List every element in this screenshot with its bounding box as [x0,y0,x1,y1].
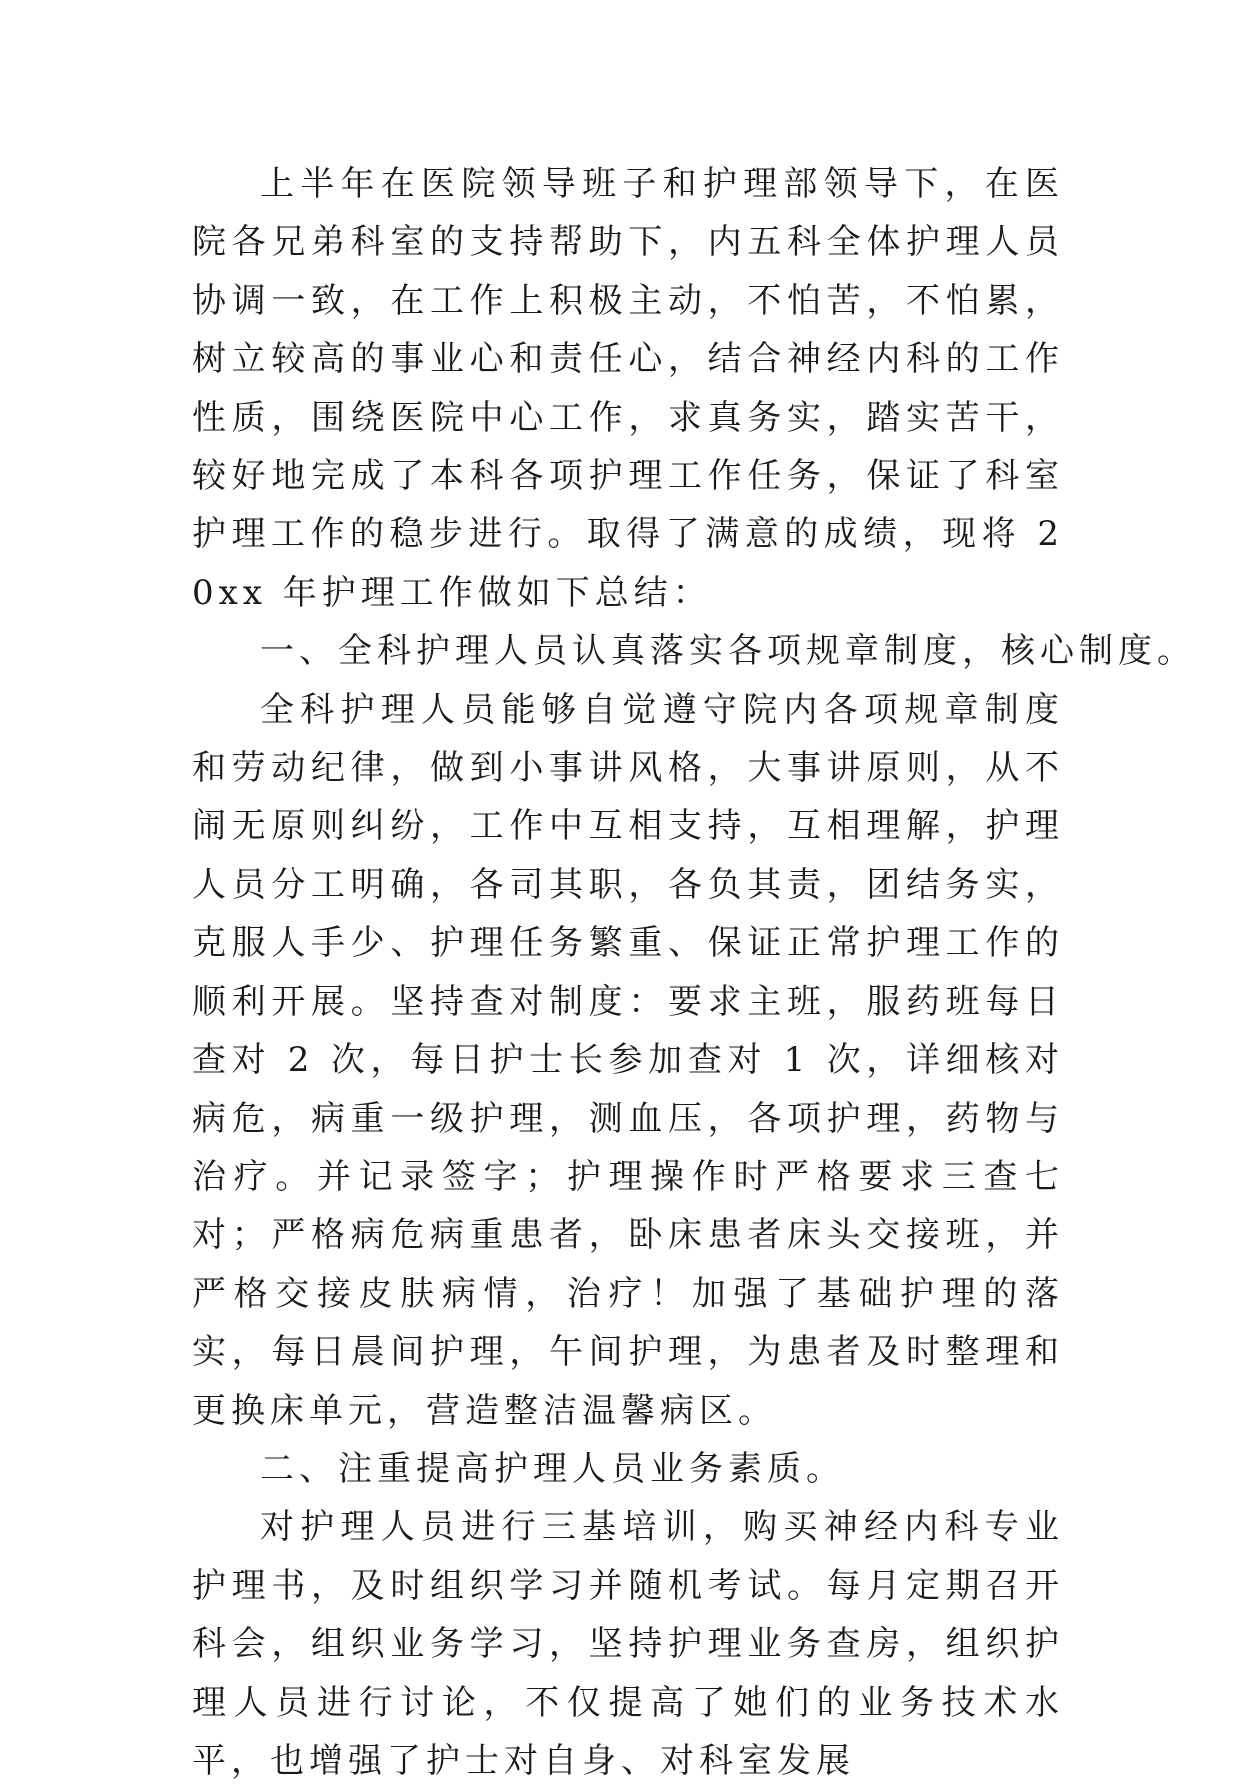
section-two-heading: 二、注重提高护理人员业务素质。 [260,1448,845,1489]
section-one-heading: 一、全科护理人员认真落实各项规章制度，核心制度。 [260,631,1196,672]
intro-paragraph: 上半年在医院领导班子和护理部领导下，在医院各兄弟科室的支持帮助下，内五科全体护理人员协调一致，在工作上积极主动，不怕苦，不怕累，树立较高的事业心和责任心，结合神经内科的工作性质，围绕医院中心工作，求真务实，踏实苦干，较好地完成了本科各项护理工作任务，保证了科室护理工作的稳步进行。取得了满意的成绩，现将 20xx 年护理工作做如下总结： [192,164,1064,613]
document-body [192,155,1196,1790]
section-two-paragraph: 对护理人员进行三基培训，购买神经内科专业护理书，及时组织学习并随机考试。每月定期召开科会，组织业务学习，坚持护理业务查房，组织护理人员进行讨论，不仅提高了她们的业务技术水平，也增强了护士对自身、对科室发展 [192,1507,1064,1781]
section-one-paragraph: 全科护理人员能够自觉遵守院内各项规章制度和劳动纪律，做到小事讲风格，大事讲原则，从不闹无原则纠纷，工作中互相支持，互相理解，护理人员分工明确，各司其职，各负其责，团结务实，克服人手少、护理任务繁重、保证正常护理工作的顺利开展。坚持查对制度：要求主班，服药班每日查对 2 次，每日护士长参加查对 1 次，详细核对病危，病重一级护理，测血压，各项护理，药物与治疗。并记录签字；护理操作时严格要求三查七对；严格病危病重患者，卧床患者床头交接班，并严格交接皮肤病情，治疗！加强了基础护理的落实，每日晨间护理，午间护理，为患者及时整理和更换床单元，营造整洁温馨病区。 [192,689,1064,1431]
